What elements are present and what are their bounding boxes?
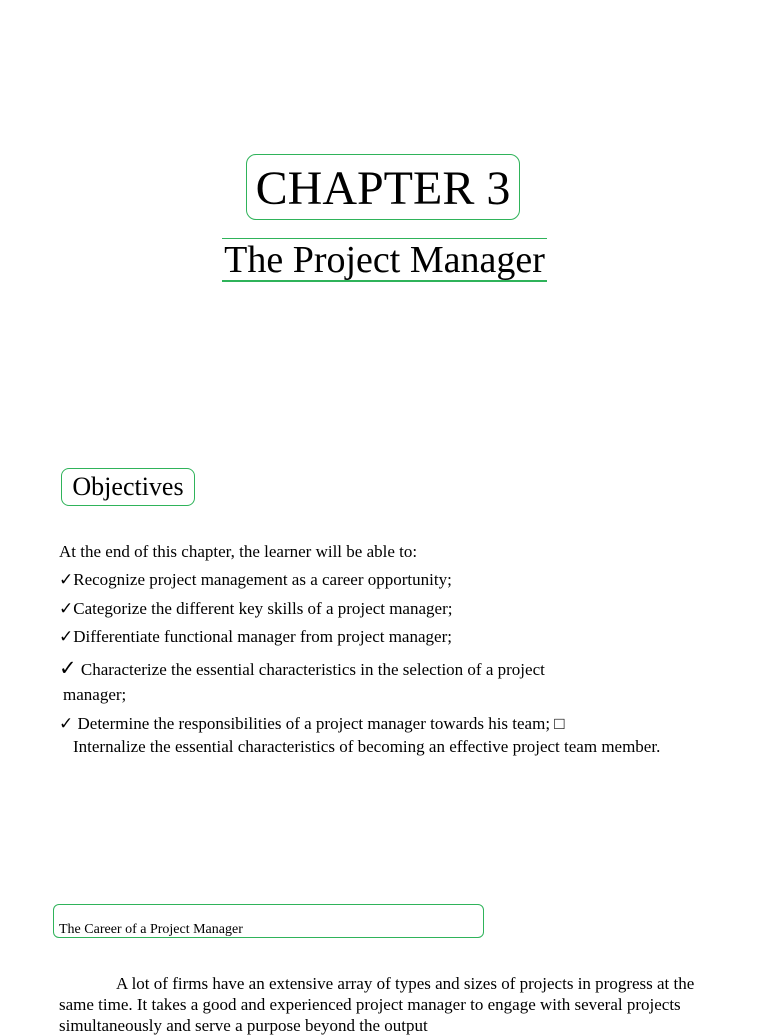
objective-text: manager; [63, 685, 127, 704]
check-icon: ✓ [59, 627, 74, 646]
objective-text: Characterize the essential characteristics in the selection of a project [80, 660, 545, 679]
missing-glyph-icon: □ [554, 714, 565, 733]
chapter-number: CHAPTER 3 [255, 162, 511, 215]
objective-text: Differentiate functional manager from project manager; [73, 627, 452, 646]
objective-item [59, 599, 452, 619]
objective-item [59, 656, 545, 681]
objective-item [59, 570, 452, 590]
check-icon: ✓ [59, 714, 74, 733]
chapter-number-box [246, 154, 520, 220]
title-rule-bottom [222, 280, 547, 282]
objectives-heading-box [61, 468, 195, 506]
objective-text: Internalize the essential characteristics of becoming an effective project team member. [73, 737, 661, 756]
section-paragraph: A lot of firms have an extensive array of types and sizes of projects in progress at the same time. It takes a good and experienced project manager to engage with several projects simultaneously and serve a purpose beyond the output [59, 974, 695, 1035]
check-icon: ✓ [59, 656, 77, 680]
section-heading-box [53, 904, 484, 938]
check-icon: ✓ [59, 599, 74, 618]
objectives-heading: Objectives [72, 472, 184, 501]
chapter-title: The Project Manager [224, 239, 545, 281]
objective-item [73, 736, 693, 757]
section-heading: The Career of a Project Manager [59, 922, 243, 937]
check-icon: ✓ [59, 570, 74, 589]
objective-text: Determine the responsibilities of a project manager towards his team; [77, 714, 555, 733]
objective-item [59, 714, 565, 734]
objectives-intro: At the end of this chapter, the learner will be able to: [59, 542, 418, 561]
objective-item-continuation [63, 685, 126, 705]
objective-text: Recognize project management as a career opportunity; [73, 570, 452, 589]
objective-item [59, 627, 452, 647]
objective-text: Categorize the different key skills of a project manager; [73, 599, 453, 618]
